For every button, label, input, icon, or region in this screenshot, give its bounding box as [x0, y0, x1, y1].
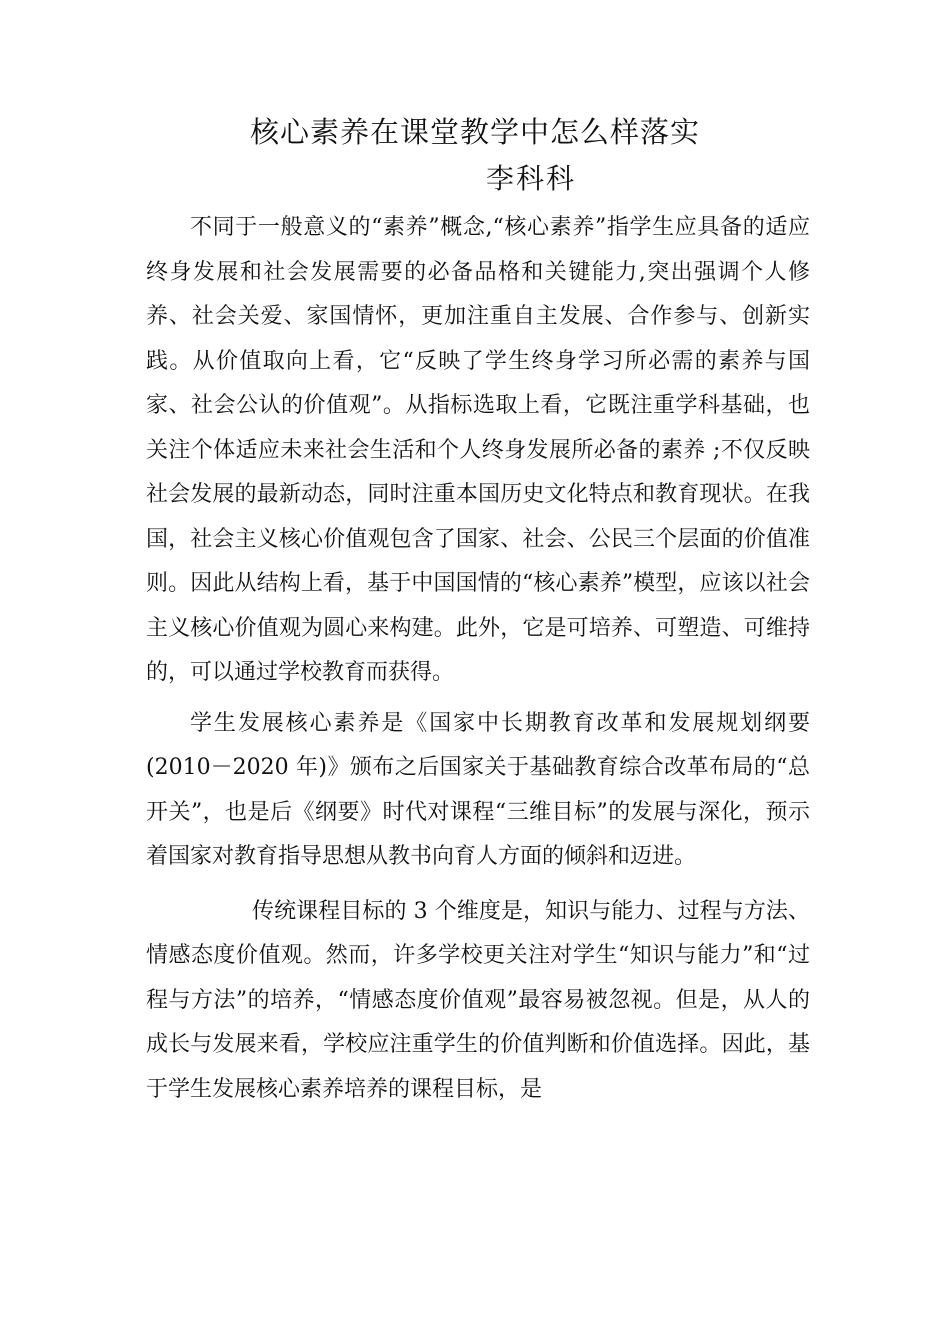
author-name: 李科科 — [486, 162, 577, 195]
paragraph: 不同于一般意义的“素养”概念,“核心素养”指学生应具备的适应终身发展和社会发展需要的必备品格和关键能力,突出强调个人修养、社会关爱、家国情怀，更加注重自主发展、合作参与、创新实践。从价值取向上看，它“反映了学生终身学习所必需的素养与国家、社会公认的价值观”。从指标选取上看，它既注重学科基础，也关注个体适应未来社会生活和个人终身发展所必备的素养 ;不仅反映社会发展的最新动态，同时注重本国历史文化特点和教育现状。在我国，社会主义核心价值观包含了国家、社会、公民三个层面的价值准则。因此从结构上看，基于中国国情的“核心素养”模型，应该以社会主义核心价值观为圆心来构建。此外，它是可培养、可塑造、可维持的，可以通过学校教育而获得。 — [146, 215, 810, 685]
paragraph: 传统课程目标的 3 个维度是，知识与能力、过程与方法、情感态度价值观。然而，许多学校更关注对学生“知识与能力”和“过程与方法”的培养，“情感态度价值观”最容易被忽视。但是，从人的成长与发展来看，学校应注重学生的价值判断和价值选择。因此，基于学生发展核心素养培养的课程目标，是 — [146, 898, 810, 1102]
document-body — [146, 206, 810, 1112]
document-title: 核心素养在课堂教学中怎么样落实 — [249, 115, 700, 149]
paragraph: 学生发展核心素养是《国家中长期教育改革和发展规划纲要(2010－2020 年)》颁布之后国家关于基础教育综合改革布局的“总开关”，也是后《纲要》时代对课程“三维目标”的发展与深化，预示着国家对教育指导思想从教书向育人方面的倾斜和迈进。 — [146, 710, 810, 869]
